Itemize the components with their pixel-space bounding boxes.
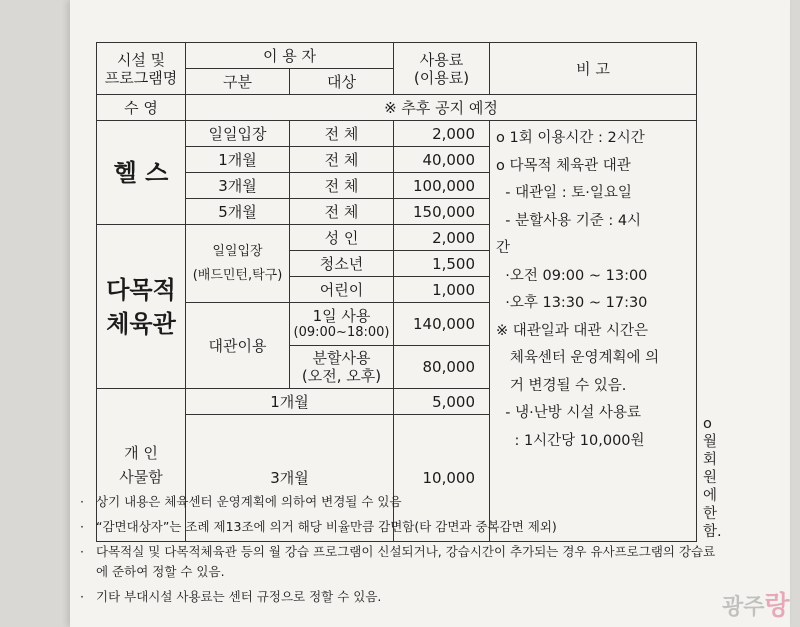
multi-target: 어린이 [290,277,394,303]
footnote-item: · 기타 부대시설 사용료는 센터 규정으로 정할 수 있음. [80,587,720,607]
footnote-item: · 상기 내용은 체육센터 운영계획에 의하여 변경될 수 있음 [80,492,720,512]
gym-fee: 2,000 [394,121,490,147]
gym-target: 전 체 [290,147,394,173]
multi-fee: 1,500 [394,251,490,277]
bullet-icon: · [80,494,84,509]
gym-fee: 150,000 [394,199,490,225]
pool-row [97,95,697,121]
multi-rental-fee: 80,000 [394,346,490,389]
gym-name: 헬 스 [97,121,186,225]
locker-period: 3개월 [186,415,394,542]
gym-fee: 40,000 [394,147,490,173]
multi-rental-target: 1일 사용 (09:00~18:00) [290,303,394,346]
gym-target: 전 체 [290,121,394,147]
bullet-icon: · [80,544,84,559]
gym-target: 전 체 [290,173,394,199]
target-header: 대상 [290,69,394,95]
user-header: 이 용 자 [186,43,394,69]
bullet-icon: · [80,589,84,604]
multi-rental-label: 대관이용 [186,303,290,389]
locker-fee: 5,000 [394,389,490,415]
multi-gym-name: 다목적 체육관 [97,225,186,389]
gym-category: 3개월 [186,173,290,199]
multi-target: 청소년 [290,251,394,277]
table-header-row [97,43,697,69]
gym-category: 1개월 [186,147,290,173]
multi-daily-label: 일일입장 (배드민턴,탁구) [186,225,290,303]
gym-fee: 100,000 [394,173,490,199]
multi-target: 성 인 [290,225,394,251]
multi-rental-fee: 140,000 [394,303,490,346]
multi-rental-target: 분할사용 (오전, 오후) [290,346,394,389]
category-header: 구분 [186,69,290,95]
facility-header: 시설 및 프로그램명 [97,43,186,95]
gym-category: 일일입장 [186,121,290,147]
locker-name: 개 인 사물함 [97,389,186,542]
watermark-logo: 광주랑 [722,591,790,621]
fee-table [96,42,697,542]
bullet-icon: · [80,519,84,534]
remarks-header: 비 고 [490,43,697,95]
footnote-item: · “감면대상자”는 조례 제13조에 의거 해당 비율만큼 감면함(타 감면과 중복감면 제외) [80,517,720,537]
remarks-notes: o 1회 이용시간 : 2시간 o 다목적 체육관 대관 - 대관일 : 토·일요일 - 분할사용 기준 : 4시 간 ·오전 09:00 ~ 13:00 ·오후 13:30 ~ 17:30 ※ 대관일과 대관 시간은 체육센터 운영계획에 의 거 변경될 수 있음. - 냉·난방 시설 사용료 : 1시간당 10,000원 [490,121,697,542]
footnotes [80,492,720,612]
footnote-item: · 다목적실 및 다목적체육관 등의 월 강습 프로그램이 신설되거나, 강습시간이 추가되는 경우 유사프로그램의 강습료에 준하여 정할 수 있음. [80,542,720,582]
locker-fee: 10,000 [394,415,490,542]
locker-period: 1개월 [186,389,394,415]
pool-name: 수 영 [97,95,186,121]
fee-header: 사용료 (이용료) [394,43,490,95]
multi-fee: 1,000 [394,277,490,303]
table-row [97,121,697,147]
gym-target: 전 체 [290,199,394,225]
multi-fee: 2,000 [394,225,490,251]
pool-notice: ※ 추후 공지 예정 [186,95,697,121]
gym-category: 5개월 [186,199,290,225]
